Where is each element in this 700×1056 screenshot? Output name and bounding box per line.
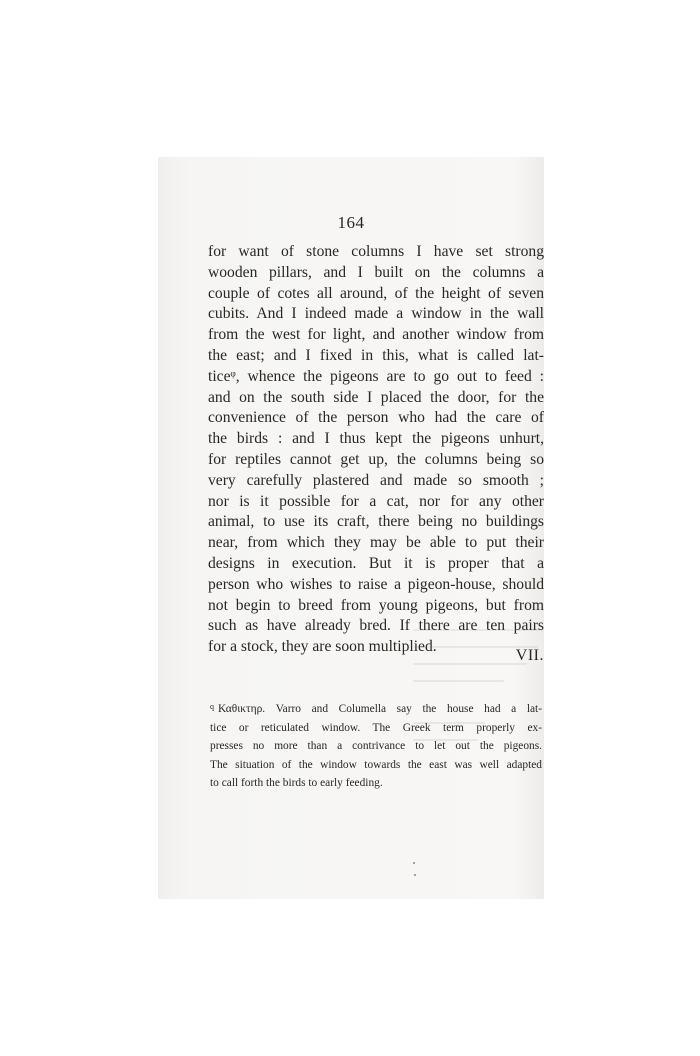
body-line: for reptiles cannot get up, the columns being so	[208, 450, 544, 468]
body-line: couple of cotes all around, of the height of seven	[208, 284, 544, 302]
body-line: cubits. And I indeed made a window in the wall	[208, 305, 544, 323]
page-number: 164	[337, 213, 365, 232]
footnote-line-text: Καθικτηρ. Varro and Columella say the house had a lat-	[218, 703, 542, 715]
body-line: the birds : and I thus kept the pigeons unhurt,	[208, 430, 544, 448]
body-line: wooden pillars, and I built on the columns a	[208, 263, 544, 281]
footnote-line	[210, 698, 542, 719]
body-line: from the west for light, and another window from	[208, 326, 544, 344]
book-page	[158, 157, 544, 899]
body-line: near, from which they may be able to put their	[208, 534, 544, 552]
footnote-line: tice or reticulated window. The Greek term properly ex-	[210, 721, 542, 734]
body-line: person who wishes to raise a pigeon-house, should	[208, 575, 544, 593]
body-line: designs in execution. But it is proper that a	[208, 554, 544, 572]
body-line: convenience of the person who had the care of	[208, 409, 544, 427]
body-line: ticeᵠ, whence the pigeons are to go out to feed :	[208, 367, 544, 385]
body-text	[208, 242, 544, 658]
body-line: the east; and I fixed in this, what is called lat-	[208, 346, 544, 364]
footnote-mark: q	[210, 702, 214, 711]
paper-specks	[413, 862, 419, 882]
body-line: such as have already bred. If there are ten pairs	[208, 617, 544, 635]
body-line: for want of stone columns I have set strong	[208, 243, 544, 260]
body-line: animal, to use its craft, there being no buildings	[208, 513, 544, 531]
body-line: and on the south side I placed the door, for the	[208, 388, 544, 406]
footnote	[210, 698, 542, 793]
footnote-line: presses no more than a contrivance to let out the pigeons.	[210, 740, 542, 753]
footnote-line: The situation of the window towards the east was well adapted	[210, 758, 542, 771]
body-line: nor is it possible for a cat, nor for any other	[208, 492, 544, 510]
body-line: very carefully plastered and made so smooth ;	[208, 471, 544, 489]
body-line: not begin to breed from young pigeons, but from	[208, 596, 544, 614]
body-line: for a stock, they are soon multiplied.	[208, 638, 437, 656]
catchword: VII.	[515, 647, 544, 664]
footnote-line: to call forth the birds to early feeding.	[210, 777, 383, 790]
